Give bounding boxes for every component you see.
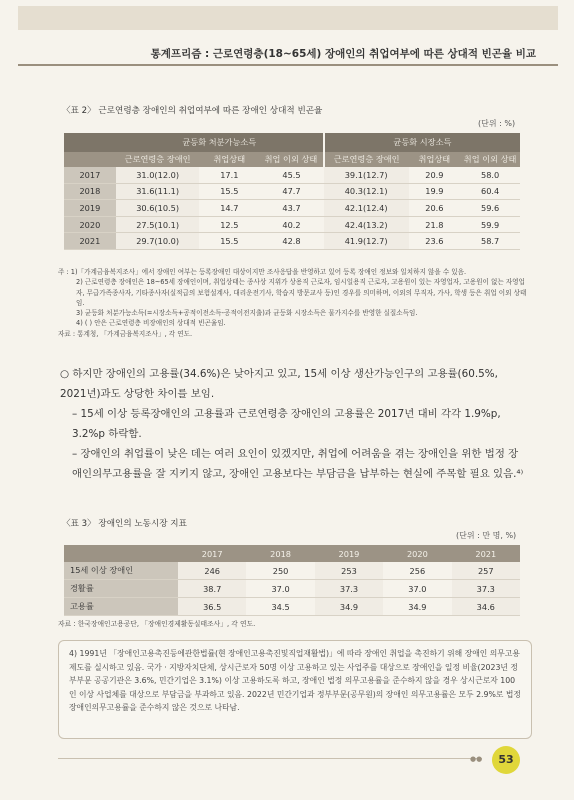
table2-cell: 60.4 [460, 183, 520, 200]
table-row [64, 233, 520, 250]
table2-cell: 15.5 [199, 233, 259, 250]
table2-cell: 21.8 [409, 216, 461, 233]
table3-cell: 34.5 [246, 598, 314, 616]
table-row [64, 598, 520, 616]
table2-col-header: 근로연령층 장애인 [324, 152, 409, 167]
table2-cell: 19.9 [409, 183, 461, 200]
table2-col-header: 근로연령층 장애인 [116, 152, 200, 167]
table2-cell: 43.7 [259, 200, 324, 217]
footnote-text: 4) 1991년 「장애인고용촉진등에관한법률(현 장애인고용촉진및직업재활법)」에 따라 장애인 취업을 촉진하기 위해 장애인 의무고용제도를 실시하고 있음. 국가 · 지방자치단체, 상시근로자 50명 이상 고용하고 있는 사업주를 대상으로 장애인을 일정 비율(2023년 정부부문 공공기관은 3.6%, 민간기업은 3.1%) 이상 고용하도록 하고, 장애인 법정 의무고용률을 준수하지 않을 경우 상시근로자 100인 이상 사업체를 대상으로 부담금을 부과하고 있음. 2022년 민간기업과 정부부문(공무원)의 장애인 의무고용률은 모두 2.9%로 법정 장애인의무고용률을 준수하지 않은 것으로 나타남. [69, 649, 521, 713]
table3-cell: 250 [246, 562, 314, 580]
table3-cell: 37.3 [315, 580, 383, 598]
table3-cell: 37.3 [452, 580, 520, 598]
table-row [64, 200, 520, 217]
table2-cell: 14.7 [199, 200, 259, 217]
table2-cell: 58.0 [460, 167, 520, 183]
table2 [64, 133, 520, 250]
table2-col-header: 취업 이외 상태 [259, 152, 324, 167]
table2-cell: 31.0(12.0) [116, 167, 200, 183]
table2-note: 2) 근로연령층 장애인은 18~65세 장애인이며, 취업상태는 종사상 지위가 상용직 근로자, 임시일용직 근로자, 고용원이 있는 자영업자, 고용원이 없는 자영업자, 무급가족종사자, 기타종사자(실적급의 보험설계사, 대리운전기사, 학습지 방문교사 등)인 경우를 의미하며, 이외의 무직자, 가사, 학생 등은 취업 이외 상태임. [76, 278, 527, 307]
header-title: 통계프리즘 : 근로연령층(18~65세) 장애인의 취업여부에 따른 상대적 빈곤율 비교 [150, 48, 536, 60]
table2-year: 2020 [64, 216, 116, 233]
table2-cell: 40.3(12.1) [324, 183, 409, 200]
body-paragraph: ○ 하지만 장애인의 고용률(34.6%)은 낮아지고 있고, 15세 이상 생산가능인구의 고용률(60.5%, 2021년)과도 상당한 차이를 보임. [60, 368, 498, 400]
table2-cell: 59.9 [460, 216, 520, 233]
table2-cell: 41.9(12.7) [324, 233, 409, 250]
table-row [64, 183, 520, 200]
table-row [64, 562, 520, 580]
table-row [64, 216, 520, 233]
table2-cell: 27.5(10.1) [116, 216, 200, 233]
table2-cell: 20.9 [409, 167, 461, 183]
table3-cell: 246 [178, 562, 246, 580]
footnote-box [58, 640, 532, 739]
table2-source: 자료 : 통계청, 「가계금융복지조사」, 각 연도. [58, 329, 193, 338]
table2-cell: 47.7 [259, 183, 324, 200]
table2-cell: 59.6 [460, 200, 520, 217]
table2-note: 4) ( ) 안은 근로연령층 비장애인의 상대적 빈곤율임. [76, 319, 226, 328]
table2-cell: 15.5 [199, 183, 259, 200]
table2-corner [64, 133, 116, 152]
body-paragraph: – 15세 이상 등록장애인의 고용률과 근로연령층 장애인의 고용률은 2017년 대비 각각 1.9%p, 3.2%p 하락함. [72, 408, 501, 440]
table3-cell: 34.9 [383, 598, 451, 616]
table-row [64, 167, 520, 183]
table3-cell: 36.5 [178, 598, 246, 616]
table2-cell: 45.5 [259, 167, 324, 183]
table2-notes [58, 267, 528, 339]
top-decor-bar [18, 6, 558, 30]
table3-cell: 34.6 [452, 598, 520, 616]
table3-cell: 37.0 [246, 580, 314, 598]
table2-group-header: 균등화 처분가능소득 [116, 133, 324, 152]
table3-corner [64, 545, 178, 562]
table2-cell: 42.8 [259, 233, 324, 250]
table3-source: 자료 : 한국장애인고용공단, 「장애인경제활동실태조사」, 각 연도. [58, 620, 256, 628]
table2-cell: 40.2 [259, 216, 324, 233]
running-header [18, 44, 558, 66]
table2-cell: 17.1 [199, 167, 259, 183]
table2-cell: 39.1(12.7) [324, 167, 409, 183]
body-paragraph: – 장애인의 취업률이 낮은 데는 여러 요인이 있겠지만, 취업에 어려움을 겪는 장애인을 위한 법정 장애인의무고용률을 잘 지키지 않고, 장애인 고용보다는 부담금을 납부하는 현실에 주목할 필요 있음.⁴⁾ [72, 448, 524, 480]
table3-year-header: 2020 [383, 545, 451, 562]
table2-col-header: 취업상태 [409, 152, 461, 167]
footer-rule [58, 758, 482, 759]
table3-cell: 37.0 [383, 580, 451, 598]
table2-caption: 〈표 2〉 근로연령층 장애인의 취업여부에 따른 장애인 상대적 빈곤율 [62, 106, 323, 116]
table3-year-header: 2021 [452, 545, 520, 562]
table2-year: 2018 [64, 183, 116, 200]
table3-row-label: 고용률 [64, 598, 178, 616]
table2-cell: 42.1(12.4) [324, 200, 409, 217]
table3-year-header: 2017 [178, 545, 246, 562]
table2-cell: 58.7 [460, 233, 520, 250]
table3-year-header: 2018 [246, 545, 314, 562]
table3 [64, 545, 520, 616]
table2-cell: 30.6(10.5) [116, 200, 200, 217]
table3-row-label: 경활률 [64, 580, 178, 598]
table2-corner [64, 152, 116, 167]
table2-cell: 12.5 [199, 216, 259, 233]
table2-unit: (단위 : %) [478, 119, 516, 128]
table2-year: 2021 [64, 233, 116, 250]
footer-dots: ●● [470, 755, 483, 763]
table2-group-header: 균등화 시장소득 [324, 133, 520, 152]
page-number: 53 [492, 746, 520, 774]
table3-cell: 253 [315, 562, 383, 580]
table-row [64, 580, 520, 598]
table3-row-label: 15세 이상 장애인 [64, 562, 178, 580]
table2-year: 2019 [64, 200, 116, 217]
table2-cell: 42.4(13.2) [324, 216, 409, 233]
table3-cell: 38.7 [178, 580, 246, 598]
table2-cell: 31.6(11.1) [116, 183, 200, 200]
table2-note: 주 : 1)「가계금융복지조사」에서 장애인 여부는 등록장애인 대상이지만 조사응답을 반영하고 있어 등록 장애인 정보와 일치하지 않을 수 있음. [58, 268, 467, 276]
table3-cell: 256 [383, 562, 451, 580]
table2-cell: 23.6 [409, 233, 461, 250]
table3-caption: 〈표 3〉 장애인의 노동시장 지표 [62, 519, 187, 529]
table2-col-header: 취업 이외 상태 [460, 152, 520, 167]
table3-year-header: 2019 [315, 545, 383, 562]
table2-cell: 20.6 [409, 200, 461, 217]
table3-cell: 34.9 [315, 598, 383, 616]
table2-col-header: 취업상태 [199, 152, 259, 167]
table2-year: 2017 [64, 167, 116, 183]
table2-cell: 29.7(10.0) [116, 233, 200, 250]
table3-unit: (단위 : 만 명, %) [456, 531, 517, 540]
table2-note: 3) 균등화 처분가능소득(=시장소득+공적이전소득-공적이전지출)과 균등화 시장소득은 물가지수를 반영한 실질소득임. [76, 309, 418, 318]
table3-cell: 257 [452, 562, 520, 580]
